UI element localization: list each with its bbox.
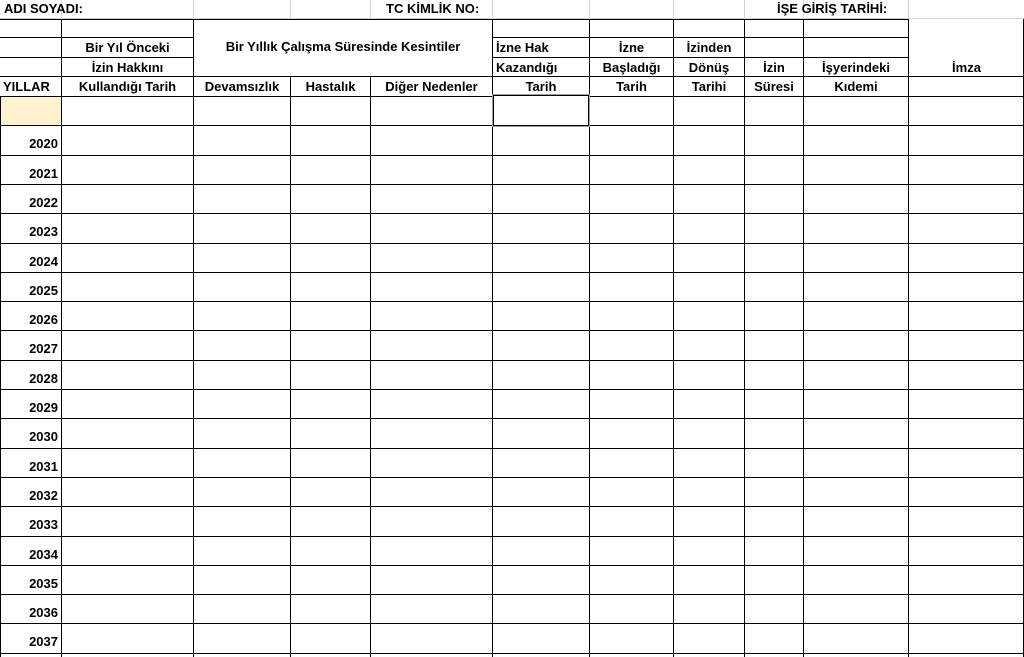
year-label: 2022 bbox=[29, 195, 58, 210]
header-border bbox=[0, 19, 908, 20]
column-border bbox=[492, 96, 493, 657]
year-label: 2026 bbox=[29, 312, 58, 327]
seniority-header-line1: İşyerindeki bbox=[822, 60, 890, 75]
absence-header: Devamsızlık bbox=[204, 79, 280, 94]
column-border bbox=[370, 96, 371, 657]
row-border bbox=[0, 565, 1024, 566]
sickness-header: Hastalık bbox=[305, 79, 356, 94]
gridline bbox=[370, 0, 371, 18]
year-label: 2031 bbox=[29, 459, 58, 474]
earned-header-line3: Tarih bbox=[525, 79, 557, 94]
header-border bbox=[492, 37, 908, 38]
year-label: 2029 bbox=[29, 400, 58, 415]
row-border bbox=[0, 623, 1024, 624]
row-border bbox=[0, 653, 1024, 654]
gridline bbox=[589, 0, 590, 18]
tc-label: TC KİMLİK NO: bbox=[386, 1, 480, 16]
return-header-line3: Tarihi bbox=[691, 79, 727, 94]
name-label: ADI SOYADI: bbox=[4, 1, 83, 16]
started-header-line2: Başladığı bbox=[602, 60, 661, 75]
column-border bbox=[744, 96, 745, 657]
column-border bbox=[290, 96, 291, 657]
started-header-line3: Tarih bbox=[616, 79, 647, 94]
year-label: 2027 bbox=[29, 341, 58, 356]
row-border bbox=[0, 272, 1024, 273]
header-border bbox=[908, 19, 909, 96]
column-border bbox=[803, 96, 804, 657]
return-header-line1: İzinden bbox=[686, 40, 732, 55]
year-label: 2035 bbox=[29, 576, 58, 591]
year-label: 2028 bbox=[29, 371, 58, 386]
other-reasons-header: Diğer Nedenler bbox=[385, 79, 478, 94]
row-border bbox=[0, 301, 1024, 302]
year-label: 2033 bbox=[29, 517, 58, 532]
row-border bbox=[0, 506, 1024, 507]
prev-year-header-line2: İzin Hakkını bbox=[91, 60, 164, 75]
seniority-header-line2: Kıdemi bbox=[834, 79, 878, 94]
year-label: 2024 bbox=[29, 254, 58, 269]
year-label: 2034 bbox=[29, 547, 58, 562]
row-border bbox=[0, 243, 1024, 244]
row-border bbox=[0, 477, 1024, 478]
gridline bbox=[492, 0, 493, 18]
row-border bbox=[0, 594, 1024, 595]
gridline bbox=[744, 0, 745, 18]
year-label: 2030 bbox=[29, 429, 58, 444]
highlighted-cell[interactable] bbox=[0, 96, 61, 125]
row-border bbox=[0, 389, 1024, 390]
deductions-title: Bir Yıllık Çalışma Süresinde Kesintiler bbox=[225, 39, 461, 54]
row-border bbox=[0, 213, 1024, 214]
gridline bbox=[193, 0, 194, 18]
selected-cell[interactable] bbox=[493, 95, 589, 126]
start-date-label: İŞE GİRİŞ TARİHİ: bbox=[777, 1, 888, 16]
row-border bbox=[0, 155, 1024, 156]
year-label: 2020 bbox=[29, 136, 58, 151]
row-border bbox=[0, 330, 1024, 331]
gridline bbox=[290, 0, 291, 18]
header-border bbox=[0, 37, 193, 38]
row-border bbox=[0, 360, 1024, 361]
signature-header: İmza bbox=[952, 60, 981, 75]
prev-year-header-line1: Bir Yıl Önceki bbox=[85, 40, 170, 55]
year-label: 2025 bbox=[29, 283, 58, 298]
row-border bbox=[0, 418, 1024, 419]
prev-year-header-line3: Kullandığı Tarih bbox=[78, 79, 177, 94]
column-border bbox=[589, 96, 590, 657]
column-border bbox=[673, 96, 674, 657]
year-label: 2023 bbox=[29, 224, 58, 239]
header-border bbox=[492, 57, 908, 58]
started-header-line1: İzne bbox=[618, 40, 645, 55]
years-header: YILLAR bbox=[3, 79, 50, 94]
duration-header-line1: İzin bbox=[763, 60, 785, 75]
column-border bbox=[908, 96, 909, 657]
earned-header-line2: Kazandığı bbox=[496, 60, 558, 75]
year-label: 2037 bbox=[29, 634, 58, 649]
year-label: 2021 bbox=[29, 166, 58, 181]
gridline bbox=[908, 0, 909, 18]
year-label: 2032 bbox=[29, 488, 58, 503]
row-border bbox=[0, 448, 1024, 449]
year-label: 2036 bbox=[29, 605, 58, 620]
column-border bbox=[193, 96, 194, 657]
column-border bbox=[61, 96, 62, 657]
earned-header-line1: İzne Hak bbox=[496, 40, 549, 55]
row-border bbox=[0, 184, 1024, 185]
gridline bbox=[673, 0, 674, 18]
row-border bbox=[0, 536, 1024, 537]
duration-header-line2: Süresi bbox=[754, 79, 794, 94]
return-header-line2: Dönüş bbox=[688, 60, 730, 75]
header-border bbox=[0, 57, 193, 58]
